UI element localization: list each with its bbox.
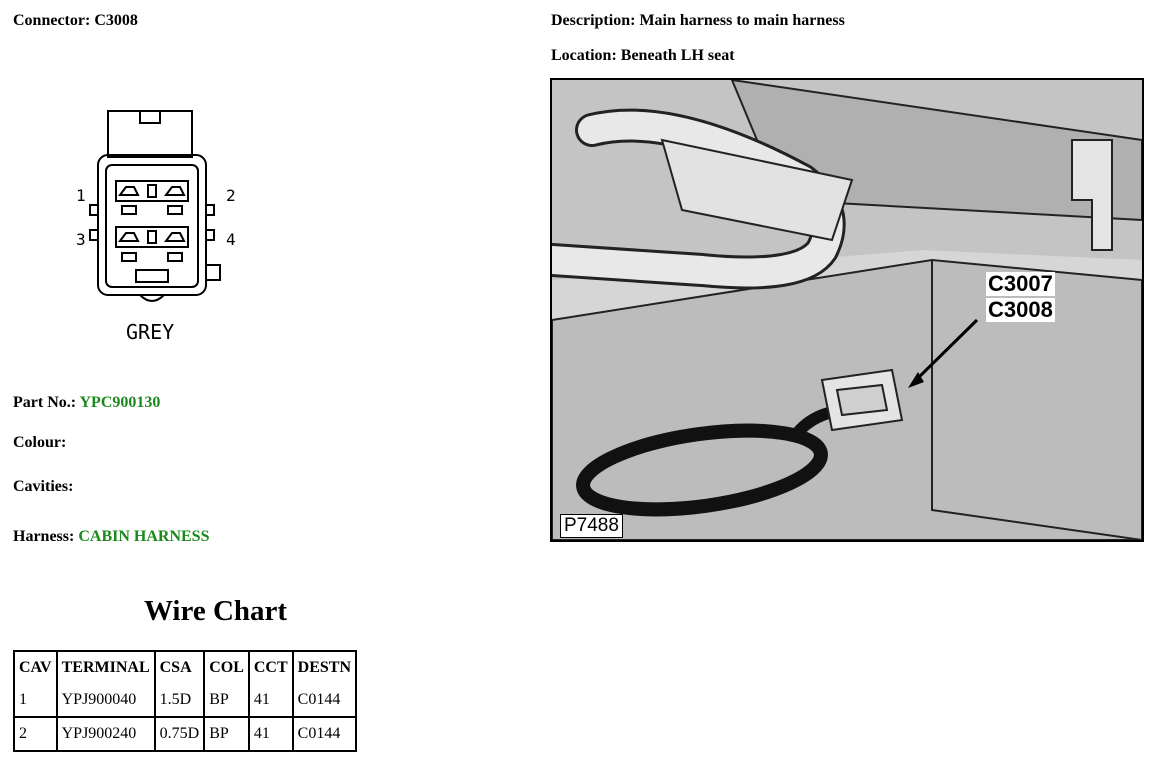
table-cell: 0.75D [156,718,206,750]
column-header: CAV [15,652,58,684]
cavity-number-4: 4 [226,230,236,249]
photo-callout-c3008: C3008 [988,297,1053,322]
cavity-number-3: 3 [76,230,86,249]
column-header: COL [205,652,250,684]
connector-label: Connector: [13,12,91,29]
table-cell: BP [205,718,250,750]
column-header: CCT [250,652,294,684]
table-cell: 1 [15,684,58,718]
wire-chart-title: Wire Chart [143,595,288,627]
table-cell: 41 [250,684,294,718]
table-cell: 1.5D [156,684,206,718]
connector-heading [13,12,138,30]
description-label: Description: [551,12,636,29]
column-header: DESTN [297,659,351,676]
table-header-row [15,652,355,684]
connector-colour-text: GREY [126,320,175,344]
column-header: TERMINAL [58,652,156,684]
part-number-value: YPC900130 [79,394,161,411]
table-row [15,718,355,750]
table-cell: C0144 [294,684,355,718]
table-row [15,684,355,718]
table-cell: YPJ900240 [58,718,156,750]
description-value: Main harness to main harness [639,12,845,29]
location-photo [550,78,1144,542]
wire-chart-table [13,650,357,752]
table-cell: BP [205,684,250,718]
table-cell: 2 [15,718,58,750]
photo-reference-label: P7488 [560,514,623,538]
photo-callout-c3007: C3007 [988,271,1053,296]
location-line [551,47,735,65]
cavity-number-2: 2 [226,186,236,205]
harness-value: CABIN HARNESS [78,528,210,545]
harness-label: Harness: [13,528,75,545]
column-header: CSA [156,652,206,684]
location-value: Beneath LH seat [620,47,735,64]
connector-value: C3008 [94,12,138,29]
harness-line [13,528,209,546]
colour-label: Colour: [13,434,67,451]
cavity-number-1: 1 [76,186,86,205]
location-label: Location: [551,47,617,64]
part-number-line [13,394,160,412]
colour-line [13,434,66,452]
table-cell: 41 [250,718,294,750]
connector-face-diagram [70,105,250,355]
table-cell: C0144 [297,725,341,742]
cavities-label: Cavities: [13,478,74,495]
cavities-line [13,478,73,496]
description-line [551,12,845,30]
table-cell: YPJ900040 [58,684,156,718]
part-number-label: Part No.: [13,394,77,411]
